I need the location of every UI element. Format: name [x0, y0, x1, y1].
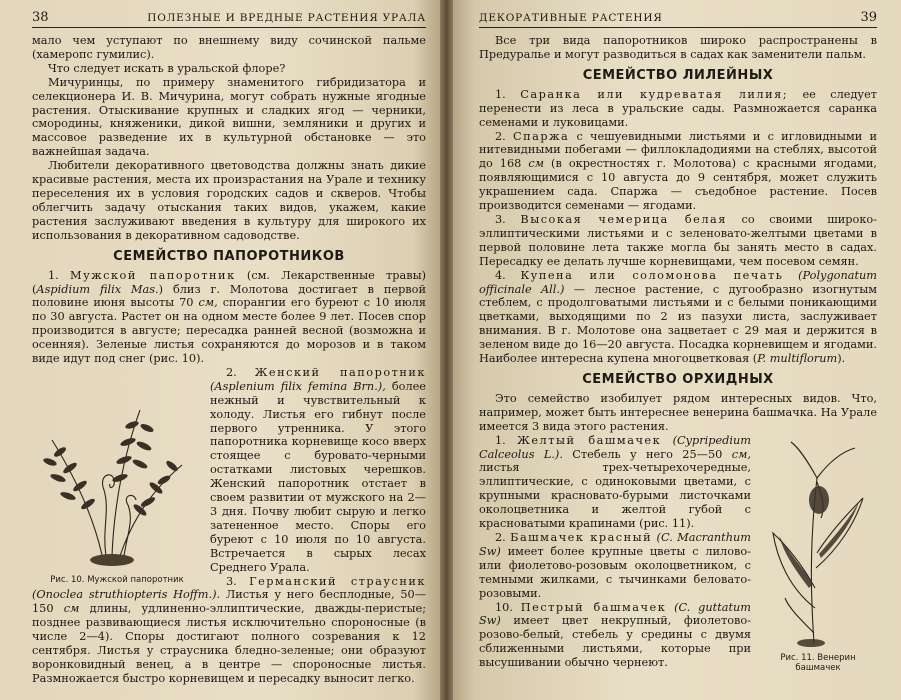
fern-illustration [32, 370, 202, 570]
left-paragraph-2: Что следует искать в уральской флоре? [48, 61, 286, 75]
heading-lilies: СЕМЕЙСТВО ЛИЛЕЙНЫХ [582, 67, 774, 83]
left-page-number: 38 [32, 10, 49, 25]
left-page [0, 0, 440, 700]
fern-item-3: 3. Германский страусник (Onoclea struthiopteris Hoffm.). Листья у него бесплодные, 50—150 см длины, удлиненно-эллиптические, дважды-перистые; позднее развивающиеся листья исключительно спороносные (в числе 2—4). Споры достигают полного созревания к 12 сентября. Листья у страусника бледно-зеленые; они образуют воронковидный венец, а в центре — спороносные листья. Размножается быстро корневищем и пересадку выносит легко. [32, 574, 427, 685]
right-running-head [479, 10, 877, 28]
lily-item-1: 1. Саранка или кудреватая лилия; ее следует перенести из леса в уральские сады. Размножается саранка семенами и луковицами. [479, 87, 878, 129]
heading-ferns: СЕМЕЙСТВО ПАПОРОТНИКОВ [113, 248, 345, 264]
figure-11-lady-slipper [759, 438, 877, 673]
left-paragraph-4: Любители декоративного цветоводства должны знать дикие красивые растения, места их произрастания на Урале и технику переселения их в условия городских садов и скверов. Чтобы облегчить задачу отыскания таких видов, укажем, какие растения заслуживают введения в культуру для широкого их использования в декоративном садоводстве. [32, 159, 426, 242]
right-page-number: 39 [860, 10, 877, 25]
left-running-head [32, 10, 426, 28]
figure-11-caption: Рис. 11. Венерин башмачек [780, 652, 856, 673]
left-paragraph-1: мало чем уступают по внешнему виду сочинской пальме (хамеропс гумилис). [32, 34, 426, 61]
orchid-illustration [759, 438, 877, 648]
fern-item-1: 1. Мужской папоротник (см. Лекарственные травы) (Aspidium filix Mas.) близ г. Молотова достигает в первой половине июня высоты 70 см, спорангии его буреют с 10 июля по 30 августа. Растет он на одном месте более 9 лет. Посев спор производится в августе; пересадка ранней весной (возможна и осенняя). Зеленые листья сохраняются до морозов и в таком виде идут под снег (рис. 10). [32, 268, 427, 366]
right-running-title: ДЕКОРАТИВНЫЕ РАСТЕНИЯ [479, 12, 663, 24]
fern-item-2: 2. Женский папоротник (Asplenium filix femina Brn.), более нежный и чувствительный к холоду. Листья его гибнут после первого утренника. У этого папоротника корневище косо вверх стоящее с буровато-черными остатками листовых черешков. Женский папоротник отстает в своем развитии от мужского на 2—3 дня. Почву любит сырую и легко затененное место. Споры его буреют с 10 июля по 10 августа. Встречается в сырых лесах Среднего Урала. [210, 365, 426, 574]
heading-orchids: СЕМЕЙСТВО ОРХИДНЫХ [582, 371, 774, 387]
left-running-title: ПОЛЕЗНЫЕ И ВРЕДНЫЕ РАСТЕНИЯ УРАЛА [147, 12, 426, 24]
left-paragraph-3: Мичуринцы, по примеру знаменитого гибридизатора и селекционера И. В. Мичурина, могут собрать нужные ягодные растения. Отыскивание крупных и сладких ягод — черники, смородины, княженики, дикой вишни, земляники и других и массовое разведение их в культурной обстановке — это важнейшая задача. [32, 75, 426, 159]
right-paragraph-1: Все три вида папоротников широко распространены в Предуралье и могут разводиться в садах как заменители пальм. [479, 34, 877, 61]
lily-item-3: 3. Высокая чемерица белая со своими широко-эллиптическими листьями и с зеленовато-желтыми цветами в первой половине лета также могла бы занять место в садах. Пересадку ее делать лучше корневищами, чем посевом семян. [479, 212, 877, 268]
right-page [453, 0, 901, 700]
orchid-item-2: 2. Башмачек красный (C. Macranthum Sw) имеет более крупные цветы с лилово-или фиолетово-розовым околоцветником, с темными жилками, с тычинками беловато-розовыми. [479, 531, 751, 600]
orchid-item-3: 10. Пестрый башмачек (C. guttatum Sw) имеет цвет некрупный, фиолетово-розово-белый, стебель у средины с двумя сближенными листьями, которые при высушивании обычно чернеют. [479, 600, 752, 670]
orchid-intro: Это семейство изобилует рядом интересных видов. Что, например, может быть интереснее венерина башмачка. На Урале имеется 3 вида этого растения. [479, 391, 877, 433]
lily-item-2: 2. Спаржа с чешуевидными листьями и с игловидными и нитевидными побегами — филлокладодиями на стеблях, высотой до 168 см (в окрестностях г. Молотова) с красными ягодами, появляющимися с 10 августа до 9 сентября, может служить украшением сада. Спаржа — съедобное растение. Посев производится семенами — ягодами. [479, 129, 877, 213]
figure-10-male-fern [32, 370, 202, 585]
lily-item-4: 4. Купена или соломонова печать (Polygonatum officinale All.) — лесное растение, с дугообразно изогнутым стеблем, с продолговатыми листьями и с белыми поникающими цветками, выходящими по 2 из пазухи листа, заслуживает внимания. В г. Молотове она зацветает с 29 мая и держится в зеленом виде до 16—20 августа. Посадка корневищем и ягодами. Наиболее интересна купена многоцветковая (P. multiflorum). [479, 268, 878, 366]
book-gutter [440, 0, 453, 700]
figure-10-caption: Рис. 10. Мужской папоротник [50, 574, 184, 585]
orchid-item-1: 1. Желтый башмачек (Cypripedium Calceolus L.). Стебель у него 25—50 см, листья трех-четырехочередные, эллиптические, с одиноковыми цветами, с крупными красновато-бурыми листочками околоцветника и желтой губой с красноватыми крапинами (рис. 11). [479, 433, 751, 531]
